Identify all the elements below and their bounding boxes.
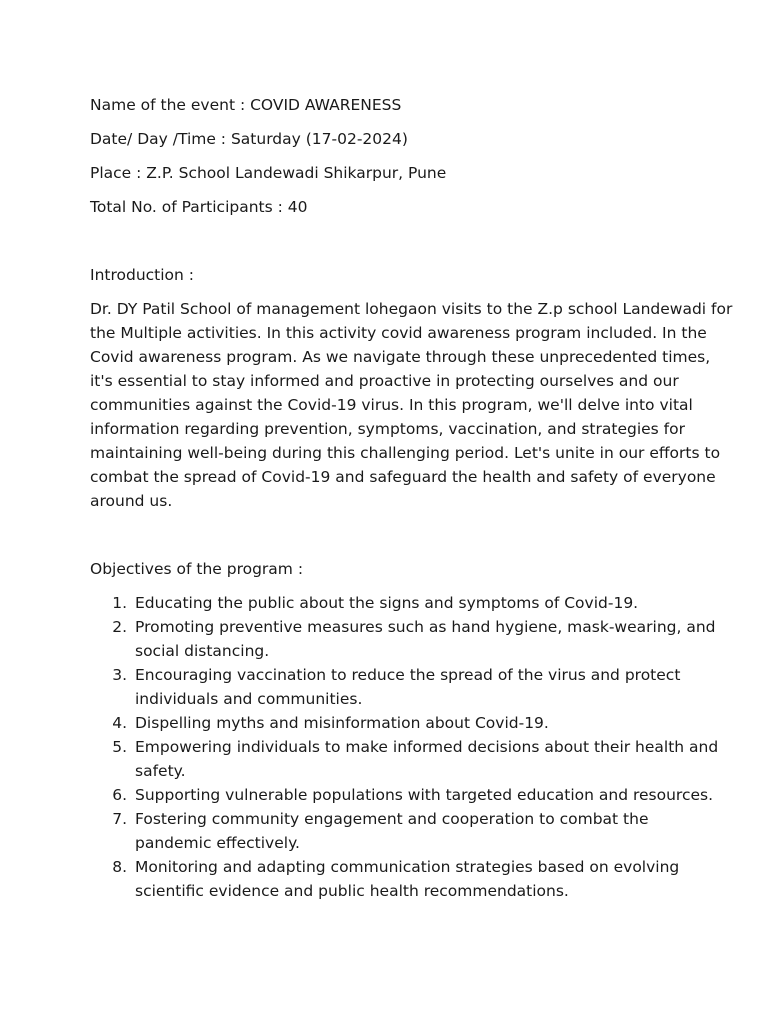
objective-item	[90, 807, 690, 855]
introduction-line: communities against the Covid-19 virus. In this program, we'll delve into vital	[90, 396, 693, 414]
introduction-line: information regarding prevention, symptoms, vaccination, and strategies for	[90, 420, 685, 438]
objective-text: Monitoring and adapting communication strategies based on evolving	[135, 858, 680, 876]
objective-item	[90, 783, 714, 807]
introduction-line: Covid awareness program. As we navigate through these unprecedented times,	[90, 348, 711, 366]
objective-number: 1.	[112, 594, 127, 612]
objective-text: pandemic effectively.	[135, 834, 300, 852]
objective-item	[90, 735, 719, 783]
event-participants: Total No. of Participants : 40	[90, 198, 308, 216]
objective-text: social distancing.	[135, 642, 270, 660]
introduction-paragraph	[90, 297, 733, 513]
objective-number: 6.	[112, 786, 127, 804]
objective-text: Educating the public about the signs and symptoms of Covid-19.	[135, 594, 639, 612]
objective-number: 7.	[112, 810, 127, 828]
objective-item	[90, 591, 690, 615]
objective-text: individuals and communities.	[135, 690, 363, 708]
objective-number: 8.	[112, 858, 127, 876]
objective-item	[90, 615, 716, 663]
objective-text: Empowering individuals to make informed decisions about their health and	[135, 738, 719, 756]
objective-text: Fostering community engagement and cooperation to combat the	[135, 810, 649, 828]
introduction-line: the Multiple activities. In this activity covid awareness program included. In the	[90, 324, 707, 342]
introduction-line: Dr. DY Patil School of management lohegaon visits to the Z.p school Landewadi for	[90, 300, 733, 318]
objective-text: Dispelling myths and misinformation about Covid-19.	[135, 714, 549, 732]
objectives-heading: Objectives of the program :	[90, 560, 304, 578]
objective-text: Encouraging vaccination to reduce the spread of the virus and protect	[135, 666, 681, 684]
objectives-list	[90, 591, 719, 903]
introduction-line: around us.	[90, 492, 173, 510]
objective-text: scientific evidence and public health recommendations.	[135, 882, 569, 900]
introduction-line: combat the spread of Covid-19 and safeguard the health and safety of everyone	[90, 468, 716, 486]
objective-item	[90, 711, 690, 735]
event-name: Name of the event : COVID AWARENESS	[90, 96, 402, 114]
objective-number: 5.	[112, 738, 127, 756]
objective-number: 2.	[112, 618, 127, 636]
objective-text: safety.	[135, 762, 186, 780]
objective-text: Supporting vulnerable populations with targeted education and resources.	[135, 786, 714, 804]
introduction-line: maintaining well-being during this challenging period. Let's unite in our efforts to	[90, 444, 721, 462]
event-place: Place : Z.P. School Landewadi Shikarpur, Pune	[90, 164, 447, 182]
event-date-time: Date/ Day /Time : Saturday (17-02-2024)	[90, 130, 408, 148]
objective-number: 4.	[112, 714, 127, 732]
objective-number: 3.	[112, 666, 127, 684]
introduction-heading: Introduction :	[90, 266, 195, 284]
introduction-line: it's essential to stay informed and proactive in protecting ourselves and our	[90, 372, 679, 390]
objective-item	[90, 663, 690, 711]
objective-text: Promoting preventive measures such as hand hygiene, mask-wearing, and	[135, 618, 716, 636]
objective-item	[90, 855, 690, 903]
